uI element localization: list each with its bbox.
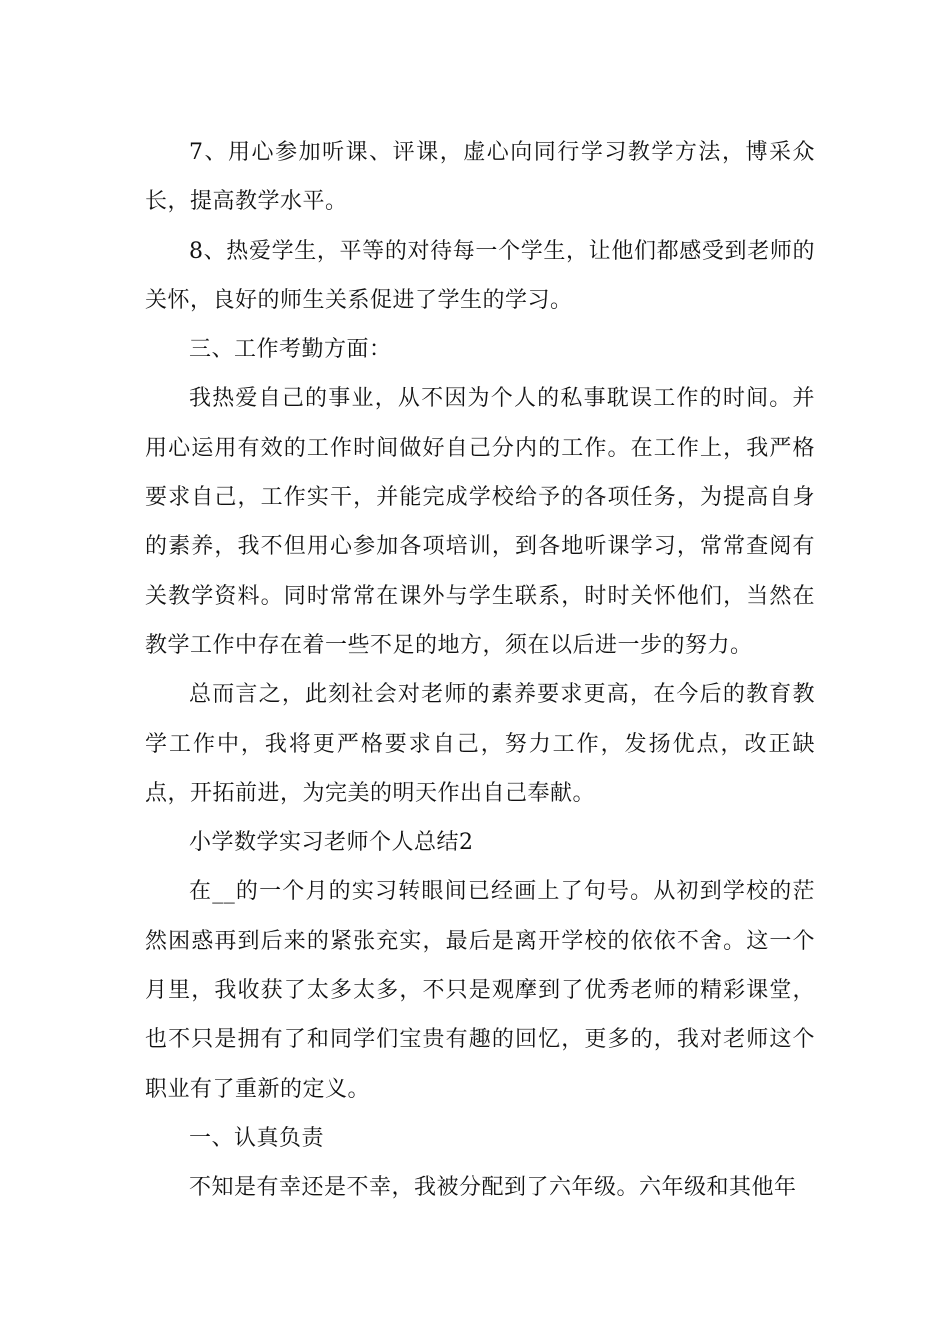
paragraph-item-8: 8、热爱学生，平等的对待每一个学生，让他们都感受到老师的关怀，良好的师生关系促进了学生的学习。	[145, 238, 815, 313]
document-body	[145, 128, 815, 1213]
paragraph-item-7: 7、用心参加听课、评课，虚心向同行学习教学方法，博采众长，提高教学水平。	[145, 140, 815, 215]
section-heading-attendance: 三、工作考勤方面：	[189, 337, 392, 363]
paragraph-attendance: 我热爱自己的事业，从不因为个人的私事耽误工作的时间。并用心运用有效的工作时间做好自己分内的工作。在工作上，我严格要求自己，工作实干，并能完成学校给予的各项任务，为提高自身的素养，我不但用心参加各项培训，到各地听课学习，常常查阅有关教学资料。同时常常在课外与学生联系，时时关怀他们，当然在教学工作中存在着一些不足的地方，须在以后进一步的努力。	[145, 386, 815, 658]
section-title-summary-2: 小学数学实习老师个人总结2	[189, 830, 474, 856]
section-heading-responsible: 一、认真负责	[189, 1125, 325, 1151]
paragraph-conclusion: 总而言之，此刻社会对老师的素养要求更高，在今后的教育教学工作中，我将更严格要求自己，努力工作，发扬优点，改正缺点，开拓前进，为完美的明天作出自己奉献。	[145, 682, 815, 806]
paragraph-grade-six: 不知是有幸还是不幸，我被分配到了六年级。六年级和其他年	[189, 1175, 797, 1201]
paragraph-internship-intro: 在__的一个月的实习转眼间已经画上了句号。从初到学校的茫然困惑再到后来的紧张充实，最后是离开学校的依依不舍。这一个月里，我收获了太多太多，不只是观摩到了优秀老师的精彩课堂，也不只是拥有了和同学们宝贵有趣的回忆，更多的，我对老师这个职业有了重新的定义。	[145, 879, 815, 1102]
